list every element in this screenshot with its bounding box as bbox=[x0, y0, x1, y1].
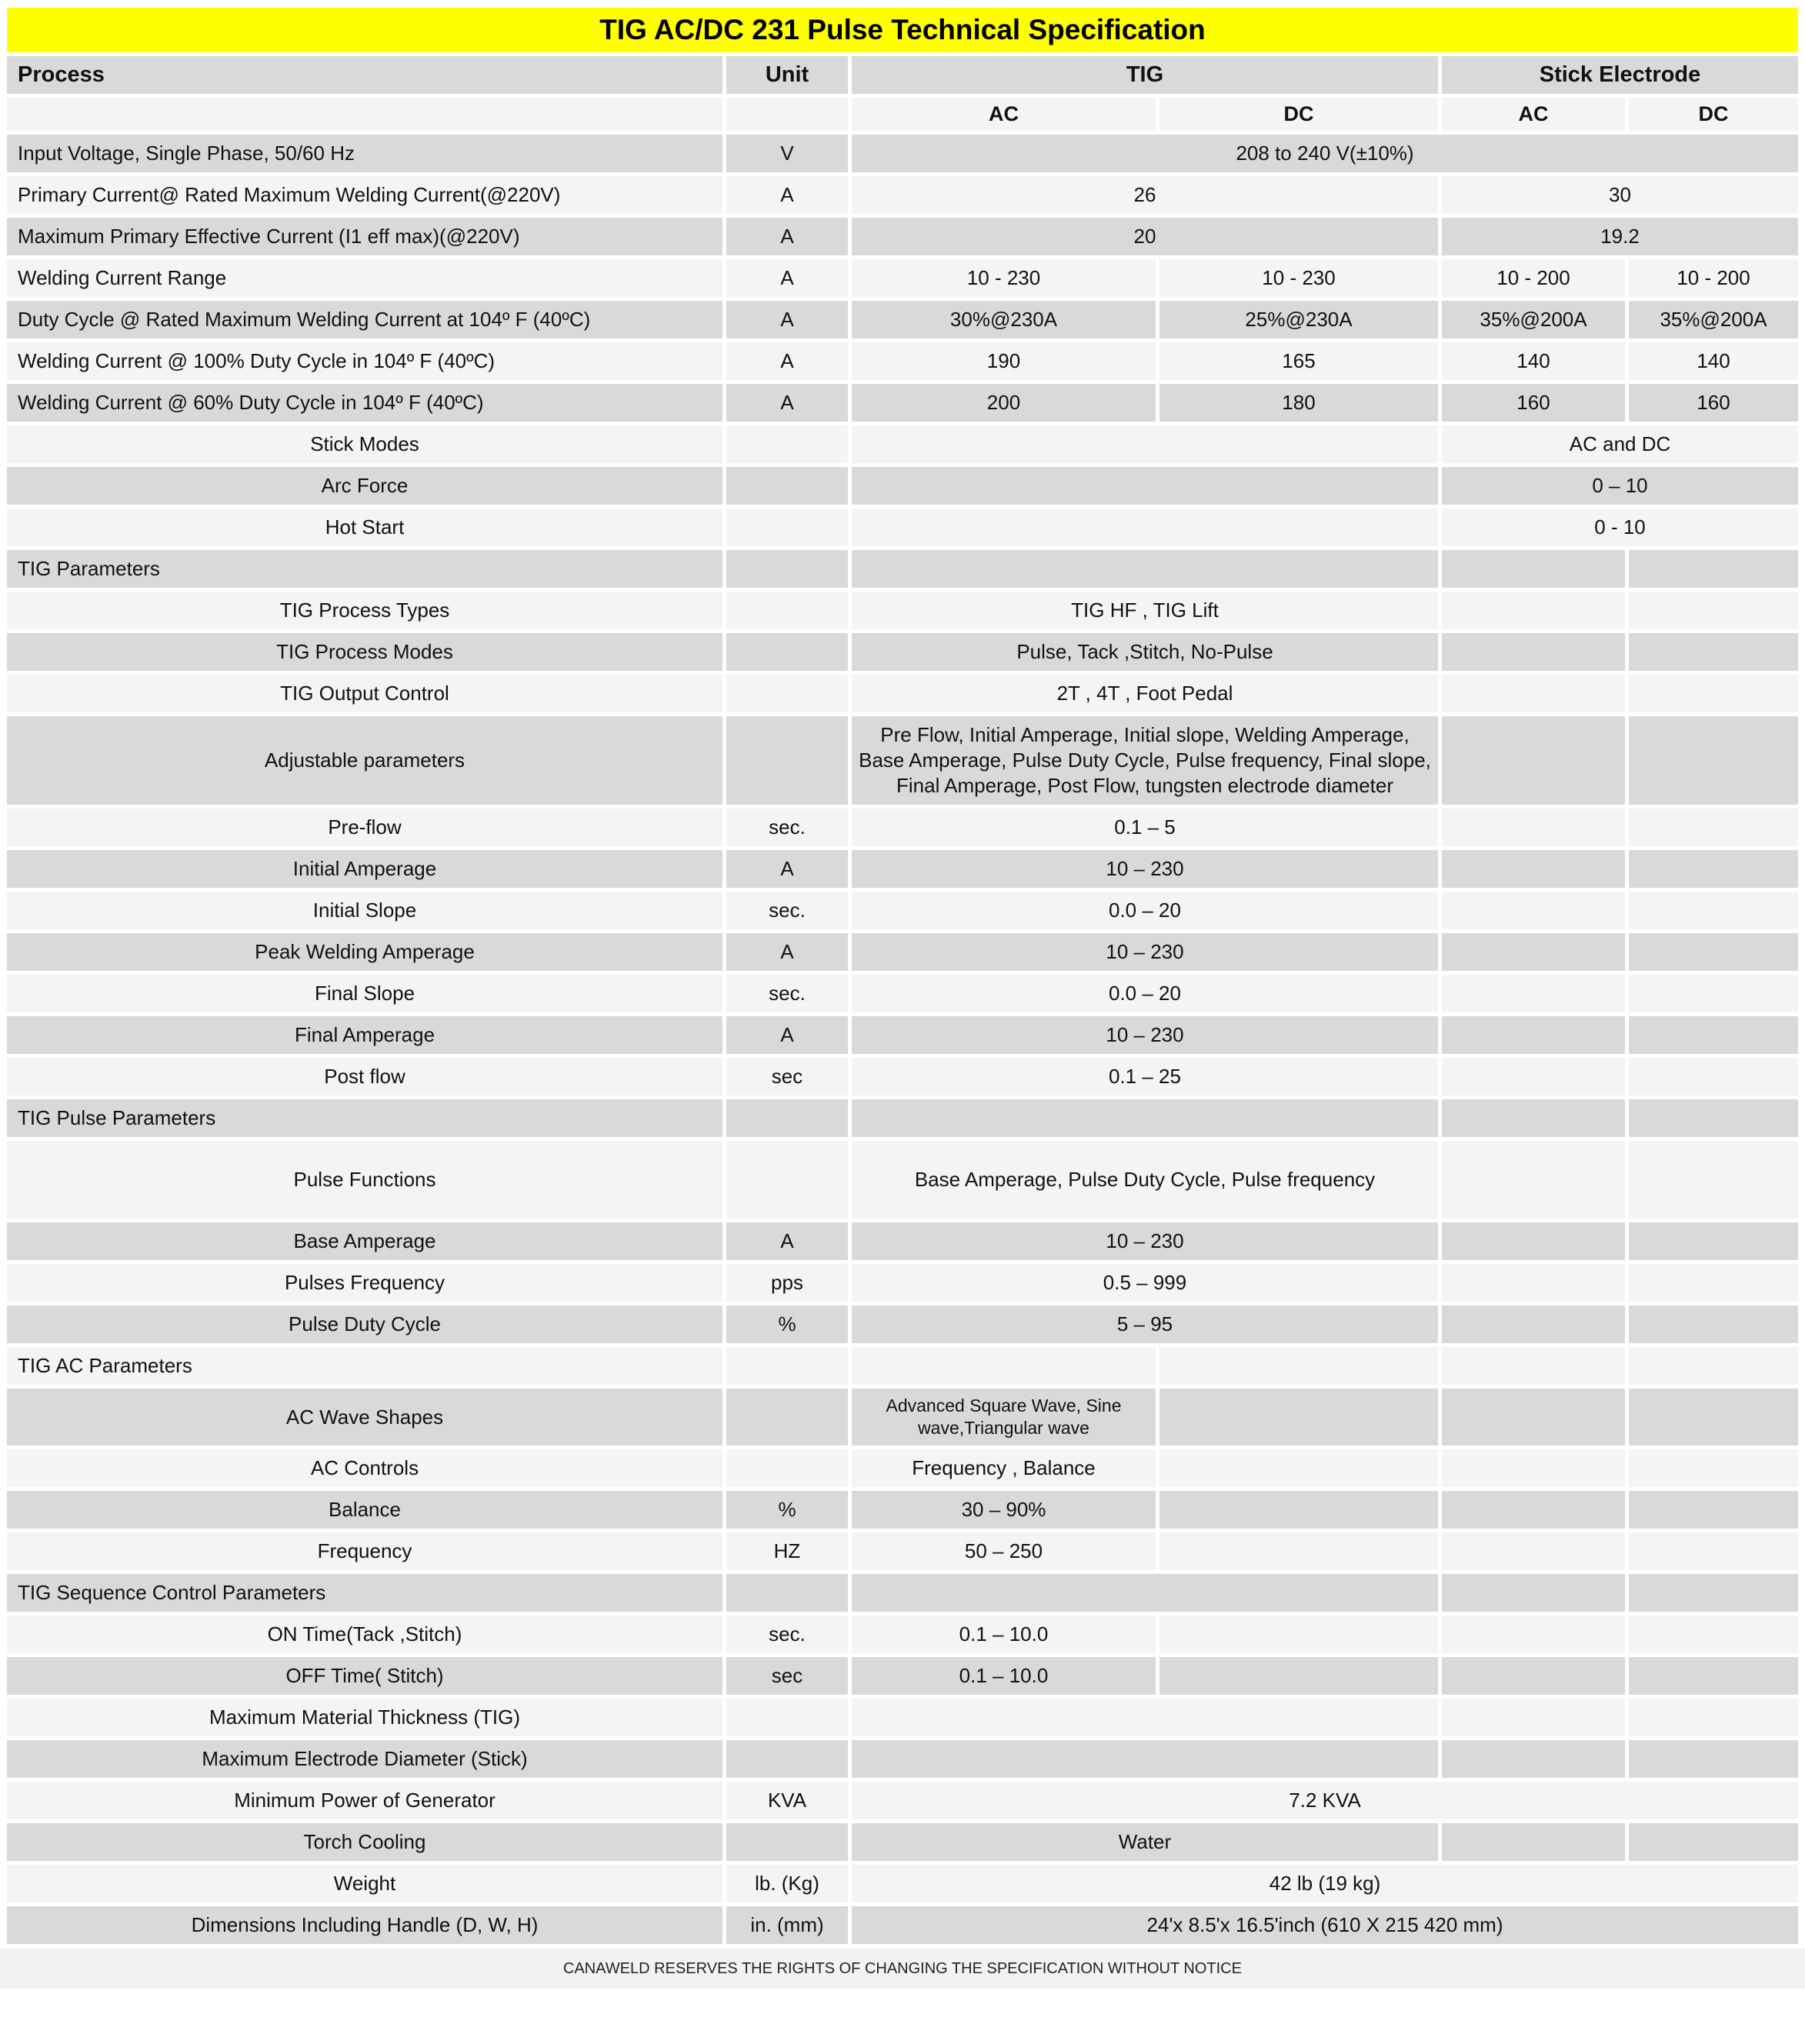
spec-row-label: Minimum Power of Generator bbox=[7, 1782, 722, 1819]
spec-row bbox=[7, 301, 1798, 338]
spec-value-cell bbox=[1442, 1141, 1625, 1219]
column-header-row bbox=[7, 56, 1798, 94]
spec-value-cell: 0.5 – 999 bbox=[852, 1264, 1438, 1302]
spec-value-cell bbox=[1629, 1616, 1798, 1653]
spec-value-cell bbox=[1629, 1491, 1798, 1529]
spec-value-cell bbox=[1442, 1305, 1625, 1343]
spec-value-cell bbox=[1442, 1823, 1625, 1861]
spec-row bbox=[7, 384, 1798, 422]
spec-value-cell: 30 – 90% bbox=[852, 1491, 1156, 1529]
spec-row bbox=[7, 1616, 1798, 1653]
spec-row-label: Peak Welding Amperage bbox=[7, 933, 722, 971]
spec-row-label: Maximum Material Thickness (TIG) bbox=[7, 1699, 722, 1736]
spec-value-cell: 50 – 250 bbox=[852, 1532, 1156, 1570]
spec-value-cell: TIG HF , TIG Lift bbox=[852, 592, 1438, 629]
spec-value-cell bbox=[1442, 675, 1625, 712]
spec-value-cell bbox=[1442, 1616, 1625, 1653]
spec-value-cell bbox=[1629, 1264, 1798, 1302]
spec-unit-cell bbox=[726, 675, 848, 712]
spec-value-cell bbox=[1629, 1449, 1798, 1487]
spec-value-cell: Advanced Square Wave, Sine wave,Triangular wave bbox=[852, 1389, 1156, 1445]
spec-value-cell: 190 bbox=[852, 342, 1156, 380]
spec-row-label: Frequency bbox=[7, 1532, 722, 1570]
spec-row-label: TIG Pulse Parameters bbox=[7, 1099, 722, 1137]
spec-row bbox=[7, 135, 1798, 172]
spec-value-cell: 25%@230A bbox=[1159, 301, 1438, 338]
spec-value-cell bbox=[1442, 1699, 1625, 1736]
spec-row bbox=[7, 176, 1798, 214]
spec-value-cell bbox=[1442, 1099, 1625, 1137]
spec-unit-cell bbox=[726, 1389, 848, 1445]
spec-row-label: TIG Process Modes bbox=[7, 633, 722, 671]
spec-value-cell bbox=[1629, 1823, 1798, 1861]
spec-unit-cell: lb. (Kg) bbox=[726, 1865, 848, 1902]
spec-row-label: Pulse Functions bbox=[7, 1141, 722, 1219]
spec-value-cell bbox=[852, 1699, 1438, 1736]
spec-unit-cell bbox=[726, 1141, 848, 1219]
spec-unit-cell: A bbox=[726, 850, 848, 888]
spec-value-cell: Frequency , Balance bbox=[852, 1449, 1156, 1487]
spec-row-label: Welding Current @ 60% Duty Cycle in 104º F (40ºC) bbox=[7, 384, 722, 422]
spec-unit-cell: A bbox=[726, 933, 848, 971]
spec-value-cell: 10 – 230 bbox=[852, 933, 1438, 971]
spec-value-cell: 24'x 8.5'x 16.5'inch (610 X 215 420 mm) bbox=[852, 1906, 1798, 1944]
spec-value-cell bbox=[1442, 1222, 1625, 1260]
spec-unit-cell: A bbox=[726, 384, 848, 422]
spec-value-cell: 160 bbox=[1442, 384, 1625, 422]
spec-value-cell: 0.0 – 20 bbox=[852, 892, 1438, 929]
spec-row-label: Maximum Primary Effective Current (I1 eff max)(@220V) bbox=[7, 218, 722, 255]
spec-row-label: Hot Start bbox=[7, 508, 722, 546]
subheader-row bbox=[7, 98, 1798, 131]
spec-value-cell: 42 lb (19 kg) bbox=[852, 1865, 1798, 1902]
spec-unit-cell: A bbox=[726, 218, 848, 255]
spec-value-cell: 0.1 – 10.0 bbox=[852, 1616, 1156, 1653]
spec-row bbox=[7, 1699, 1798, 1736]
spec-value-cell: 0.1 – 25 bbox=[852, 1058, 1438, 1095]
spec-row-label: TIG Output Control bbox=[7, 675, 722, 712]
spec-value-cell bbox=[1159, 1449, 1438, 1487]
spec-value-cell: Pre Flow, Initial Amperage, Initial slope, Welding Amperage, Base Amperage, Pulse Duty Cycle, Pulse frequency, Final slope, Final Amperage, Post Flow, tungsten electrode diameter bbox=[852, 716, 1438, 805]
spec-row bbox=[7, 1657, 1798, 1695]
spec-value-cell bbox=[1442, 633, 1625, 671]
spec-unit-cell bbox=[726, 550, 848, 588]
spec-value-cell bbox=[1629, 716, 1798, 805]
spec-value-cell bbox=[1629, 675, 1798, 712]
spec-row bbox=[7, 1099, 1798, 1137]
spec-row bbox=[7, 850, 1798, 888]
page-title: TIG AC/DC 231 Pulse Technical Specification bbox=[7, 8, 1798, 52]
spec-value-cell: 208 to 240 V(±10%) bbox=[852, 135, 1798, 172]
spec-row-label: Stick Modes bbox=[7, 425, 722, 463]
spec-row-label: Pulse Duty Cycle bbox=[7, 1305, 722, 1343]
subheader-stick-dc: DC bbox=[1629, 98, 1798, 131]
spec-value-cell bbox=[1629, 1099, 1798, 1137]
spec-value-cell bbox=[1159, 1347, 1438, 1385]
spec-value-cell bbox=[1442, 1016, 1625, 1054]
spec-row-label: Maximum Electrode Diameter (Stick) bbox=[7, 1740, 722, 1778]
spec-value-cell bbox=[1629, 1141, 1798, 1219]
spec-unit-cell bbox=[726, 467, 848, 505]
spec-value-cell bbox=[1629, 850, 1798, 888]
spec-row bbox=[7, 975, 1798, 1012]
spec-unit-cell: A bbox=[726, 259, 848, 297]
spec-value-cell bbox=[1442, 1389, 1625, 1445]
spec-row bbox=[7, 425, 1798, 463]
spec-value-cell bbox=[852, 1347, 1156, 1385]
spec-row-label: Welding Current @ 100% Duty Cycle in 104º F (40ºC) bbox=[7, 342, 722, 380]
spec-unit-cell: A bbox=[726, 1016, 848, 1054]
spec-unit-cell bbox=[726, 1099, 848, 1137]
spec-unit-cell bbox=[726, 716, 848, 805]
spec-unit-cell: sec bbox=[726, 1657, 848, 1695]
spec-row bbox=[7, 218, 1798, 255]
spec-value-cell: 0.1 – 5 bbox=[852, 809, 1438, 846]
spec-value-cell bbox=[1159, 1389, 1438, 1445]
spec-value-cell bbox=[1159, 1616, 1438, 1653]
spec-table-body bbox=[7, 135, 1798, 1944]
spec-value-cell bbox=[1159, 1532, 1438, 1570]
spec-unit-cell: sec. bbox=[726, 809, 848, 846]
spec-value-cell: 10 - 200 bbox=[1442, 259, 1625, 297]
spec-value-cell bbox=[852, 467, 1438, 505]
spec-value-cell: 10 – 230 bbox=[852, 850, 1438, 888]
spec-unit-cell bbox=[726, 1699, 848, 1736]
spec-row-label: Balance bbox=[7, 1491, 722, 1529]
spec-value-cell bbox=[1629, 809, 1798, 846]
spec-unit-cell: sec. bbox=[726, 1616, 848, 1653]
spec-row bbox=[7, 1222, 1798, 1260]
spec-value-cell: 160 bbox=[1629, 384, 1798, 422]
spec-value-cell: 35%@200A bbox=[1442, 301, 1625, 338]
column-header-tig: TIG bbox=[852, 56, 1438, 94]
spec-row bbox=[7, 1449, 1798, 1487]
spec-unit-cell: KVA bbox=[726, 1782, 848, 1819]
spec-unit-cell bbox=[726, 425, 848, 463]
spec-unit-cell: sec bbox=[726, 1058, 848, 1095]
spec-row bbox=[7, 1141, 1798, 1219]
spec-unit-cell bbox=[726, 1740, 848, 1778]
spec-value-cell bbox=[1629, 892, 1798, 929]
spec-row bbox=[7, 716, 1798, 805]
subheader-tig-ac: AC bbox=[852, 98, 1156, 131]
spec-value-cell: Pulse, Tack ,Stitch, No-Pulse bbox=[852, 633, 1438, 671]
spec-row bbox=[7, 1264, 1798, 1302]
spec-row-label: Primary Current@ Rated Maximum Welding Current(@220V) bbox=[7, 176, 722, 214]
spec-value-cell: 140 bbox=[1629, 342, 1798, 380]
spec-value-cell bbox=[1629, 1058, 1798, 1095]
spec-value-cell bbox=[852, 425, 1438, 463]
spec-value-cell bbox=[852, 1099, 1438, 1137]
subheader-unit-spacer bbox=[726, 98, 848, 131]
spec-value-cell bbox=[1629, 1699, 1798, 1736]
spec-row bbox=[7, 508, 1798, 546]
spec-value-cell: 26 bbox=[852, 176, 1438, 214]
spec-value-cell bbox=[1629, 633, 1798, 671]
spec-row bbox=[7, 933, 1798, 971]
spec-value-cell: 180 bbox=[1159, 384, 1438, 422]
spec-unit-cell bbox=[726, 1574, 848, 1612]
spec-value-cell bbox=[1629, 550, 1798, 588]
spec-row bbox=[7, 592, 1798, 629]
spec-row-label: Torch Cooling bbox=[7, 1823, 722, 1861]
spec-value-cell: 165 bbox=[1159, 342, 1438, 380]
spec-value-cell: 30%@230A bbox=[852, 301, 1156, 338]
spec-row-label: Final Amperage bbox=[7, 1016, 722, 1054]
spec-row bbox=[7, 809, 1798, 846]
spec-value-cell: 2T , 4T , Foot Pedal bbox=[852, 675, 1438, 712]
spec-value-cell: AC and DC bbox=[1442, 425, 1798, 463]
spec-unit-cell bbox=[726, 592, 848, 629]
spec-unit-cell: A bbox=[726, 1222, 848, 1260]
spec-value-cell bbox=[1629, 1347, 1798, 1385]
spec-value-cell bbox=[1629, 1657, 1798, 1695]
column-header-process: Process bbox=[7, 56, 722, 94]
spec-row bbox=[7, 1782, 1798, 1819]
spec-row-label: OFF Time( Stitch) bbox=[7, 1657, 722, 1695]
spec-unit-cell: A bbox=[726, 176, 848, 214]
spec-value-cell bbox=[1442, 592, 1625, 629]
spec-value-cell: 10 - 230 bbox=[852, 259, 1156, 297]
subheader-tig-dc: DC bbox=[1159, 98, 1438, 131]
spec-value-cell bbox=[1629, 1305, 1798, 1343]
spec-row-label: Arc Force bbox=[7, 467, 722, 505]
spec-value-cell bbox=[1442, 1657, 1625, 1695]
spec-row-label: TIG Process Types bbox=[7, 592, 722, 629]
spec-row-label: Welding Current Range bbox=[7, 259, 722, 297]
spec-unit-cell: % bbox=[726, 1305, 848, 1343]
spec-value-cell bbox=[1159, 1491, 1438, 1529]
column-header-stick-electrode: Stick Electrode bbox=[1442, 56, 1798, 94]
spec-row-label: Base Amperage bbox=[7, 1222, 722, 1260]
spec-value-cell bbox=[1442, 550, 1625, 588]
spec-value-cell bbox=[852, 1574, 1438, 1612]
spec-row bbox=[7, 633, 1798, 671]
spec-value-cell bbox=[1442, 892, 1625, 929]
spec-table bbox=[3, 4, 1802, 1948]
spec-value-cell bbox=[1442, 1574, 1625, 1612]
spec-unit-cell: A bbox=[726, 301, 848, 338]
spec-unit-cell: HZ bbox=[726, 1532, 848, 1570]
spec-row bbox=[7, 1058, 1798, 1095]
spec-row bbox=[7, 1305, 1798, 1343]
spec-value-cell bbox=[1442, 1347, 1625, 1385]
spec-value-cell bbox=[852, 550, 1438, 588]
spec-value-cell bbox=[1442, 1449, 1625, 1487]
spec-row-label: Pre-flow bbox=[7, 809, 722, 846]
spec-row bbox=[7, 1532, 1798, 1570]
spec-row bbox=[7, 1389, 1798, 1445]
spec-value-cell: 0 – 10 bbox=[1442, 467, 1798, 505]
spec-value-cell bbox=[1442, 809, 1625, 846]
spec-row bbox=[7, 342, 1798, 380]
spec-row-label: Input Voltage, Single Phase, 50/60 Hz bbox=[7, 135, 722, 172]
spec-row-label: AC Controls bbox=[7, 1449, 722, 1487]
spec-value-cell bbox=[1442, 850, 1625, 888]
spec-unit-cell bbox=[726, 1823, 848, 1861]
title-row bbox=[7, 8, 1798, 52]
spec-row bbox=[7, 892, 1798, 929]
spec-value-cell bbox=[1442, 716, 1625, 805]
spec-row-label: Pulses Frequency bbox=[7, 1264, 722, 1302]
spec-value-cell: 7.2 KVA bbox=[852, 1782, 1798, 1819]
subheader-process-spacer bbox=[7, 98, 722, 131]
spec-value-cell bbox=[1442, 1740, 1625, 1778]
spec-row-label: Duty Cycle @ Rated Maximum Welding Current at 104º F (40ºC) bbox=[7, 301, 722, 338]
spec-unit-cell: in. (mm) bbox=[726, 1906, 848, 1944]
spec-value-cell bbox=[1629, 1222, 1798, 1260]
spec-unit-cell bbox=[726, 1347, 848, 1385]
spec-row bbox=[7, 1740, 1798, 1778]
spec-value-cell bbox=[1629, 1389, 1798, 1445]
spec-unit-cell: sec. bbox=[726, 975, 848, 1012]
spec-value-cell bbox=[1629, 933, 1798, 971]
spec-value-cell: 10 – 230 bbox=[852, 1016, 1438, 1054]
spec-row-label: TIG Sequence Control Parameters bbox=[7, 1574, 722, 1612]
spec-unit-cell: pps bbox=[726, 1264, 848, 1302]
spec-value-cell: 19.2 bbox=[1442, 218, 1798, 255]
spec-row bbox=[7, 1906, 1798, 1944]
spec-row-label: AC Wave Shapes bbox=[7, 1389, 722, 1445]
spec-value-cell bbox=[1629, 1574, 1798, 1612]
spec-row bbox=[7, 259, 1798, 297]
spec-value-cell bbox=[1159, 1657, 1438, 1695]
spec-unit-cell bbox=[726, 508, 848, 546]
spec-row-label: Post flow bbox=[7, 1058, 722, 1095]
spec-unit-cell: A bbox=[726, 342, 848, 380]
spec-value-cell: 30 bbox=[1442, 176, 1798, 214]
spec-value-cell: 10 - 200 bbox=[1629, 259, 1798, 297]
spec-value-cell: 0.0 – 20 bbox=[852, 975, 1438, 1012]
spec-value-cell: Water bbox=[852, 1823, 1438, 1861]
spec-row-label: Dimensions Including Handle (D, W, H) bbox=[7, 1906, 722, 1944]
spec-row-label: Final Slope bbox=[7, 975, 722, 1012]
spec-value-cell: 0.1 – 10.0 bbox=[852, 1657, 1156, 1695]
spec-value-cell bbox=[1442, 1264, 1625, 1302]
spec-value-cell bbox=[1629, 592, 1798, 629]
spec-value-cell bbox=[852, 1740, 1438, 1778]
spec-row-label: ON Time(Tack ,Stitch) bbox=[7, 1616, 722, 1653]
spec-row bbox=[7, 675, 1798, 712]
spec-value-cell bbox=[1442, 975, 1625, 1012]
column-header-unit: Unit bbox=[726, 56, 848, 94]
spec-unit-cell bbox=[726, 1449, 848, 1487]
spec-row-label: Initial Slope bbox=[7, 892, 722, 929]
spec-value-cell bbox=[1629, 1532, 1798, 1570]
footer-disclaimer: CANAWELD RESERVES THE RIGHTS OF CHANGING THE SPECIFICATION WITHOUT NOTICE bbox=[0, 1949, 1805, 1989]
spec-value-cell bbox=[1442, 1058, 1625, 1095]
spec-value-cell: Base Amperage, Pulse Duty Cycle, Pulse frequency bbox=[852, 1141, 1438, 1219]
spec-row bbox=[7, 1491, 1798, 1529]
spec-value-cell: 20 bbox=[852, 218, 1438, 255]
spec-value-cell bbox=[1442, 1491, 1625, 1529]
spec-row bbox=[7, 1347, 1798, 1385]
spec-unit-cell: % bbox=[726, 1491, 848, 1529]
spec-value-cell: 35%@200A bbox=[1629, 301, 1798, 338]
spec-unit-cell bbox=[726, 633, 848, 671]
spec-row bbox=[7, 1823, 1798, 1861]
spec-row-label: TIG Parameters bbox=[7, 550, 722, 588]
spec-value-cell: 140 bbox=[1442, 342, 1625, 380]
spec-value-cell bbox=[1629, 1016, 1798, 1054]
spec-value-cell bbox=[852, 508, 1438, 546]
spec-unit-cell: sec. bbox=[726, 892, 848, 929]
spec-row bbox=[7, 1574, 1798, 1612]
spec-value-cell: 0 - 10 bbox=[1442, 508, 1798, 546]
spec-row-label: Weight bbox=[7, 1865, 722, 1902]
spec-value-cell bbox=[1442, 1532, 1625, 1570]
spec-value-cell bbox=[1629, 975, 1798, 1012]
spec-row-label: TIG AC Parameters bbox=[7, 1347, 722, 1385]
spec-row-label: Adjustable parameters bbox=[7, 716, 722, 805]
spec-row bbox=[7, 550, 1798, 588]
spec-unit-cell: V bbox=[726, 135, 848, 172]
spec-row bbox=[7, 1016, 1798, 1054]
spec-row-label: Initial Amperage bbox=[7, 850, 722, 888]
spec-value-cell bbox=[1629, 1740, 1798, 1778]
spec-value-cell: 10 - 230 bbox=[1159, 259, 1438, 297]
spec-value-cell: 10 – 230 bbox=[852, 1222, 1438, 1260]
spec-value-cell: 200 bbox=[852, 384, 1156, 422]
subheader-stick-ac: AC bbox=[1442, 98, 1625, 131]
spec-row bbox=[7, 467, 1798, 505]
spec-value-cell: 5 – 95 bbox=[852, 1305, 1438, 1343]
spec-value-cell bbox=[1442, 933, 1625, 971]
spec-row bbox=[7, 1865, 1798, 1902]
